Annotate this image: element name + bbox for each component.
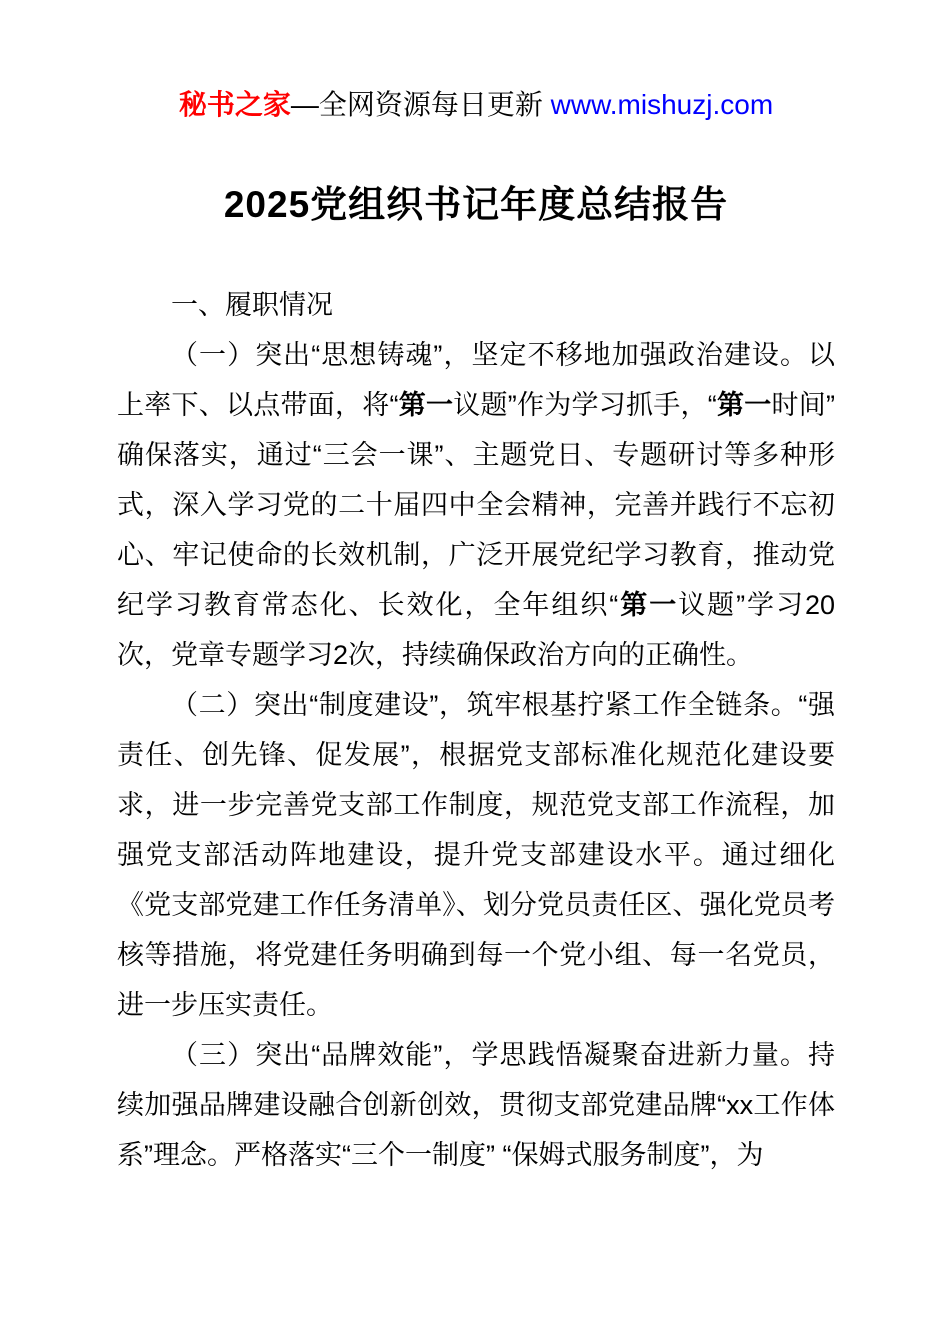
section-heading-performance [117, 280, 835, 330]
text-run: （二）突出“制度建设”，筑牢根基拧紧工作全链条。“强责任、创先锋、促发展”，根据党支部标准化规范化建设要求，进一步完善党支部工作制度，规范党支部工作流程，加强党支部活动阵地建设，提升党支部建设水平。通过细化《党支部党建工作任务清单》、划分党员责任区、强化党员考核等措施，将党建任务明确到每一个党小组、每一名党员，进一步压实责任。 [117, 690, 835, 1020]
paragraph-2 [117, 680, 835, 1030]
header-url-link[interactable]: www.mishuzj.com [550, 89, 774, 120]
paragraph-1 [117, 330, 835, 680]
text-run: 一、履职情况 [171, 290, 333, 320]
document-body [117, 280, 835, 1180]
text-run: （三）突出“品牌效能”，学思践悟凝聚奋进新力量。持续加强品牌建设融合创新创效，贯彻支部党建品牌“xx工作体系”理念。严格落实“三个一制度” “保姆式服务制度”，为 [117, 1040, 835, 1170]
text-run: 议题”学习20次，党章专题学习2次，持续确保政治方向的正确性。 [117, 590, 836, 670]
paragraph-3 [117, 1030, 835, 1180]
text-run: 议题”作为学习抓手，“ [453, 390, 717, 420]
bold-text-run: 第一 [716, 390, 772, 420]
page-header [117, 88, 835, 122]
text-run: 时间”确保落实，通过“三会一课”、主题党日、专题研讨等多种形式，深入学习党的二十届四中全会精神，完善并践行不忘初心、牢记使命的长效机制，广泛开展党纪学习教育，推动党纪学习教育常态化、长效化，全年组织“ [117, 390, 836, 620]
header-tagline: —全网资源每日更新 [290, 89, 551, 120]
brand-text: 秘书之家 [178, 89, 291, 120]
bold-text-run: 第一 [398, 390, 454, 420]
page-title: 2025党组织书记年度总结报告 [223, 184, 729, 225]
text-run: （一）突出“思想铸魂”，坚定不移地加强政治建设。以上率下、以点带面，将“ [117, 340, 835, 420]
bold-text-run: 第一 [618, 590, 679, 620]
